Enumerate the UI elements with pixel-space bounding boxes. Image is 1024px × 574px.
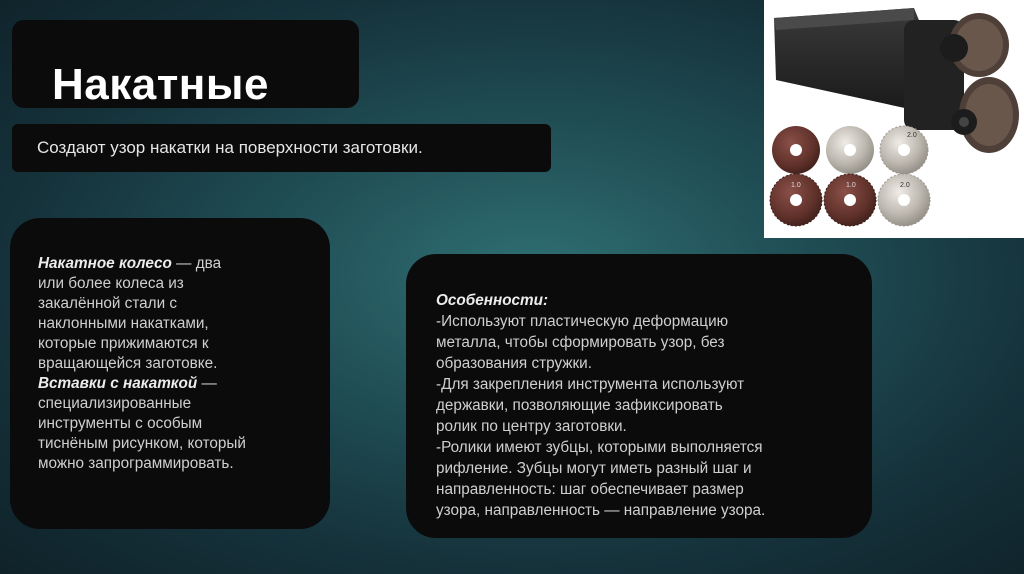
features-line: направленность: шаг обеспечивает размер	[436, 481, 744, 498]
wheel-label: 2.0	[900, 182, 910, 189]
knurling-tool-photo	[764, 0, 1024, 238]
term-knurling-wheel: Накатное колесо	[38, 255, 172, 272]
features-text	[436, 290, 856, 521]
left-line-5: которые прижимаются к	[38, 335, 209, 352]
left-info-card	[10, 218, 330, 529]
features-line: образования стружки.	[436, 355, 592, 372]
wheel-silver-1	[826, 126, 874, 174]
left-line-2: или более колеса из	[38, 275, 184, 292]
left-line-8: специализированные	[38, 395, 192, 412]
features-heading: Особенности:	[436, 292, 549, 309]
left-line-7: Вставки с накаткой —	[38, 375, 217, 392]
wheel-label: 1.0	[846, 182, 856, 189]
wheel-label: 1.0	[791, 182, 801, 189]
wheel-silver-3	[878, 174, 930, 226]
features-line: узора, направленность — направление узора.	[436, 502, 766, 519]
left-line-4: наклонными накатками,	[38, 315, 209, 332]
left-line-11: можно запрограммировать.	[38, 455, 234, 472]
term-knurled-inserts: Вставки с накаткой	[38, 375, 198, 392]
wheel-label: 2.0	[907, 132, 917, 139]
left-line-9: инструменты с особым	[38, 415, 203, 432]
subtitle-box	[12, 124, 551, 172]
left-line-6: вращающейся заготовке.	[38, 355, 218, 372]
features-line: -Используют пластическую деформацию	[436, 313, 729, 330]
wheel-silver-2	[880, 126, 928, 174]
slide-subtitle: Создают узор накатки на поверхности заготовки.	[37, 138, 423, 157]
left-line-3: закалённой стали с	[38, 295, 178, 312]
wheel-dark-1	[772, 126, 820, 174]
features-line: рифление. Зубцы могут иметь разный шаг и	[436, 460, 752, 477]
left-card-text	[38, 254, 308, 474]
features-line: металла, чтобы сформировать узор, без	[436, 334, 725, 351]
features-line: державки, позволяющие зафиксировать	[436, 397, 723, 414]
wheel-dark-2	[770, 174, 822, 226]
features-card	[406, 254, 872, 538]
knurling-tool-illustration	[764, 0, 1024, 238]
title-box	[12, 20, 359, 108]
wheel-dark-3	[824, 174, 876, 226]
left-line-1: Накатное колесо — два	[38, 255, 222, 272]
slide-title: Накатные	[52, 60, 269, 109]
features-line: -Для закрепления инструмента используют	[436, 376, 745, 393]
features-line: -Ролики имеют зубцы, которыми выполняется	[436, 439, 763, 456]
features-line: ролик по центру заготовки.	[436, 418, 627, 435]
upper-roller-pin	[940, 34, 968, 62]
left-line-10: тиснёным рисунком, который	[38, 435, 246, 452]
